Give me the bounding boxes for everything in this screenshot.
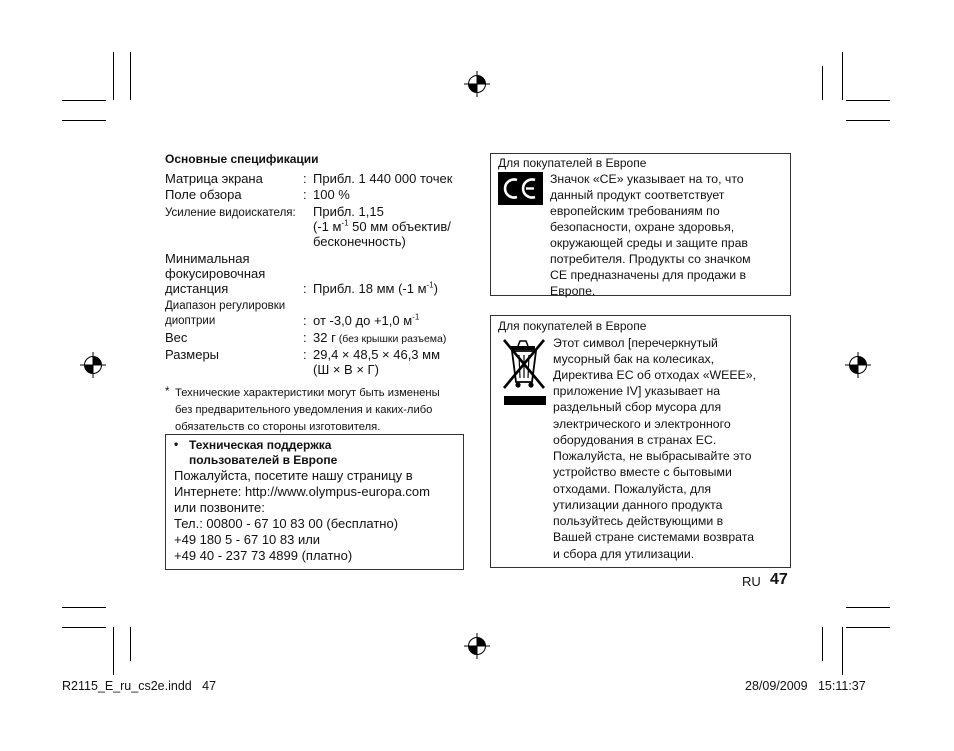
spec-value: (Ш × В × Г) — [313, 362, 379, 377]
weee-line: Вашей стране системами возврата — [553, 530, 755, 544]
support-line: или позвоните: — [174, 500, 265, 515]
support-bullet: • — [174, 437, 179, 451]
page-number: 47 — [770, 571, 788, 588]
registration-mark-right — [845, 352, 871, 378]
weee-line: мусорный бак на колесиках, — [553, 352, 715, 366]
spec-value: от -3,0 до +1,0 $м^{-1}$ — [313, 312, 420, 328]
spec-label: Матрица экрана — [165, 171, 263, 186]
ce-line: безопасности, охране здоровья, — [550, 220, 735, 234]
weee-heading: Для покупателей в Европе — [498, 319, 647, 333]
registration-mark-top — [464, 71, 490, 97]
support-heading: пользователей в Европе — [189, 453, 338, 467]
spec-colon: : — [303, 171, 307, 186]
slug-date: 28/09/2009 15:11:37 — [745, 679, 866, 693]
registration-mark-left — [80, 352, 106, 378]
spec-value: 100 % — [313, 187, 350, 202]
support-line: Пожалуйста, посетите нашу страницу в — [174, 468, 413, 483]
footnote-line: обязательств со стороны изготовителя. — [175, 421, 381, 433]
spec-colon: : — [303, 330, 307, 345]
page-lang: RU — [742, 574, 761, 589]
ce-heading: Для покупателей в Европе — [498, 156, 647, 170]
spec-label: Минимальная — [165, 251, 250, 266]
weee-line: Пожалуйста, не выбрасывайте это — [553, 449, 752, 463]
weee-line: устройство вместе с бытовыми — [553, 465, 732, 479]
slug-file: R2115_E_ru_cs2e.indd 47 — [62, 679, 217, 693]
support-line: Интернете: http://www.olympus-europa.com — [174, 484, 430, 499]
support-heading: Техническая поддержка — [189, 438, 332, 452]
weee-line: утилизации данного продукта — [553, 498, 723, 512]
weee-line: приложение IV] указывает на — [553, 384, 721, 398]
spec-label: Диапазон регулировки — [165, 300, 286, 312]
spec-colon: : — [303, 187, 307, 202]
weee-line: пользуйтесь действующими в — [553, 514, 724, 528]
spec-value: Прибл. 1 440 000 точек — [313, 171, 453, 186]
weee-line: и сбора для утилизации. — [553, 547, 695, 561]
ce-line: данный продукт соответствует — [550, 188, 725, 202]
ce-line: Европе. — [550, 284, 596, 298]
spec-label: диоптрии — [165, 315, 216, 327]
spec-value: Прибл. 18 мм (-1 $м^{-1}$) — [313, 280, 438, 296]
weee-line: раздельный сбор мусора для — [553, 400, 722, 414]
spec-value: (-1 $м^{-1}$ 50 мм объектив/ — [313, 218, 451, 234]
weee-line: электрического и электронного — [553, 417, 731, 431]
spec-label: дистанция — [165, 281, 229, 296]
spec-value: Прибл. 1,15 — [313, 204, 384, 219]
spec-label: Вес — [165, 330, 188, 345]
support-line: Тел.: 00800 - 67 10 83 00 (бесплатно) — [174, 516, 399, 531]
weee-line: Директива ЕС об отходах «WEEE», — [553, 368, 757, 382]
spec-colon: : — [303, 313, 307, 328]
ce-line: потребителя. Продукты со значком — [550, 252, 751, 266]
spec-colon: : — [303, 281, 307, 296]
footnote-star: * — [165, 386, 170, 398]
ce-line: европейским требованиям по — [550, 204, 720, 218]
spec-label: Усиление видоискателя: — [165, 207, 296, 219]
ce-logo — [498, 172, 543, 205]
spec-colon: : — [303, 347, 307, 362]
spec-label: Поле обзора — [165, 187, 242, 202]
weee-line: отходами. Пожалуйста, для — [553, 482, 712, 496]
spec-value: бесконечность) — [313, 234, 406, 249]
ce-line: CE предназначены для продажи в — [550, 268, 747, 282]
support-line: +49 180 5 - 67 10 83 или — [174, 532, 321, 547]
page-title: Основные спецификации — [165, 152, 319, 166]
ce-line: окружающей среды и защите прав — [550, 236, 748, 250]
footnote-line: без предварительного уведомления и каких-либо — [175, 404, 433, 416]
spec-value: 29,4 × 48,5 × 46,3 мм — [313, 347, 441, 362]
spec-label: фокусировочная — [165, 266, 266, 281]
weee-line: Этот символ [перечеркнутый — [553, 336, 718, 350]
ce-line: Значок «CE» указывает на то, что — [550, 172, 744, 186]
footnote-line: Технические характеристики могут быть изменены — [175, 387, 440, 399]
registration-mark-bottom — [464, 633, 490, 659]
spec-value: 32 г (без крышки разъема) — [313, 330, 447, 345]
spec-label: Размеры — [165, 347, 220, 362]
crossed-bin-icon — [500, 336, 550, 410]
support-line: +49 40 - 237 73 4899 (платно) — [174, 548, 353, 563]
weee-line: оборудования в странах ЕС. — [553, 433, 717, 447]
